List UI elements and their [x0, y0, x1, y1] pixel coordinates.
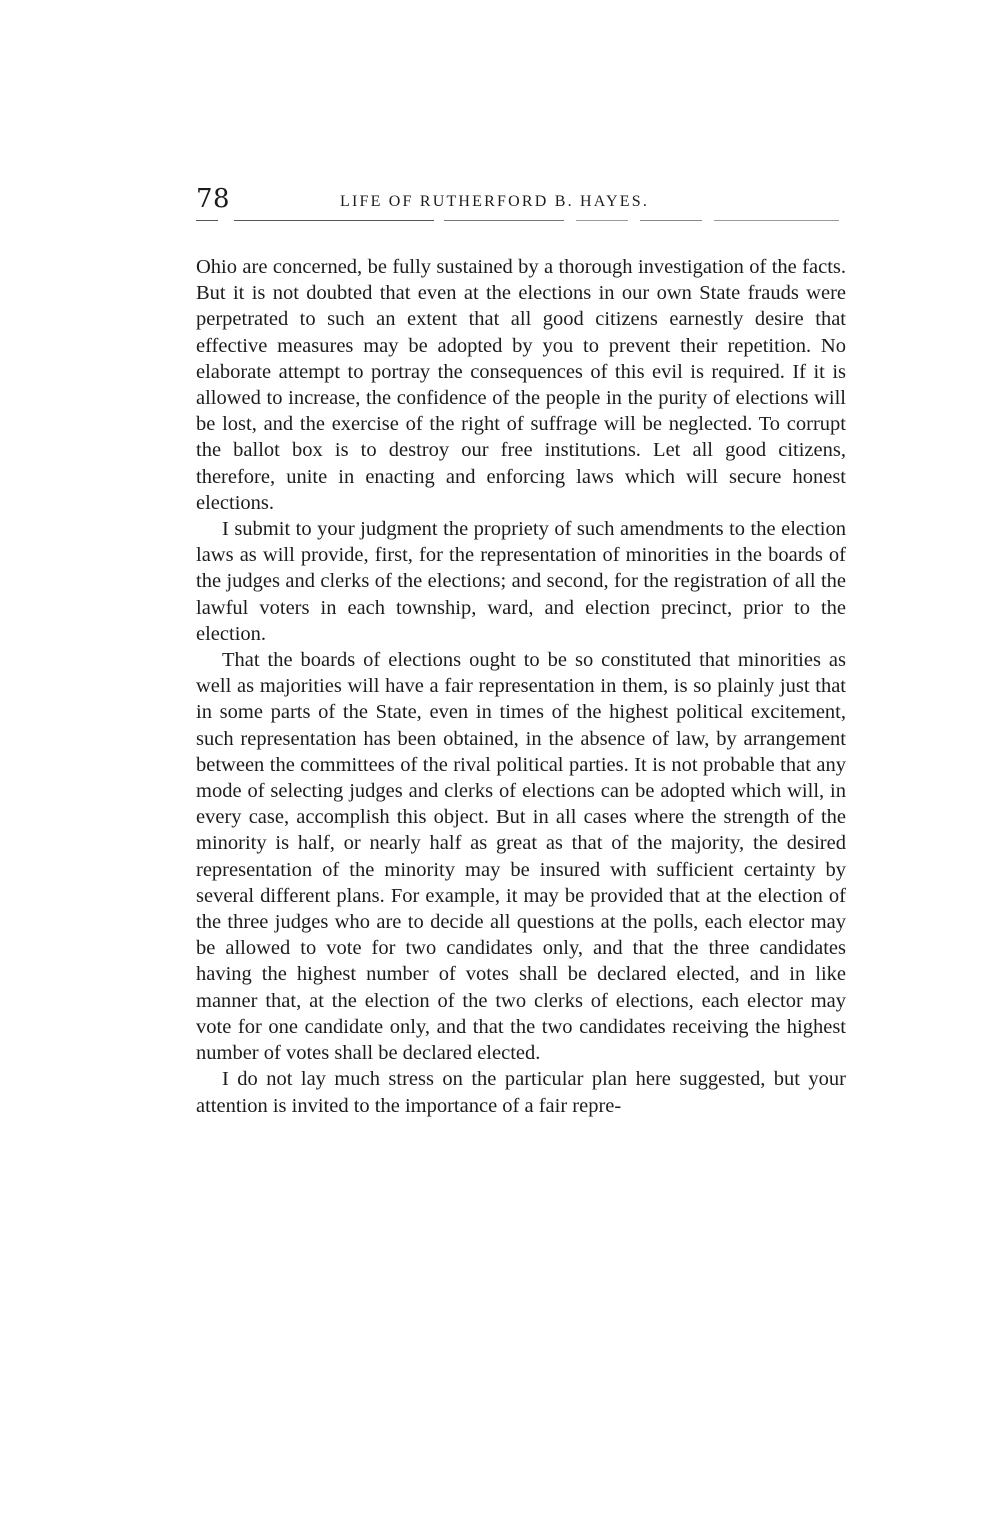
paragraph-amendments: I submit to your judgment the propriety of such amendments to the election laws as will provide, first, for the representation of minorities in the boards of the judges and clerks of the elections; and second, for the registration of all the lawful voters in each township, ward, and election precinct, prior to the election.	[196, 518, 846, 645]
header-rule	[196, 220, 218, 221]
header-rule	[714, 220, 839, 221]
body-text	[196, 254, 846, 1119]
header-rule	[640, 220, 702, 221]
paragraph-boards: That the boards of elections ought to be so constituted that minorities as well as majorities will have a fair representation in them, is so plainly just that in some parts of the State, even in times of the highest political excitement, such representation has been obtained, in the absence of law, by arrangement between the committees of the rival political parties. It is not probable that any mode of selecting judges and clerks of elections can be adopted which will, in every case, accomplish this object. But in all cases where the strength of the minority is half, or nearly half as great as that of the majority, the desired representation of the minority may be insured with sufficient certainty by several different plans. For example, it may be provided that at the election of the three judges who are to decide all questions at the polls, each elector may be allowed to vote for two candidates only, and that the three candidates having the highest number of votes shall be declared elected, and in like manner that, at the election of the two clerks of elections, each elector may vote for one candidate only, and that the two candidates receiving the highest number of votes shall be declared elected.	[196, 649, 846, 1065]
header-rule	[234, 220, 434, 221]
paragraph-continuation: Ohio are concerned, be fully sustained by a thorough investigation of the facts. But it is not doubted that even at the elections in our own State frauds were perpetrated to such an extent that all good citizens earnestly desire that effective measures may be adopted by you to prevent their repetition. No elaborate attempt to portray the consequences of this evil is required. If it is allowed to increase, the confidence of the people in the purity of elections will be lost, and the exercise of the right of suffrage will be neglected. To corrupt the ballot box is to destroy our free institutions. Let all good citizens, therefore, unite in enacting and enforcing laws which will secure honest elections.	[196, 256, 846, 514]
header-rule	[576, 220, 628, 221]
page-header	[196, 184, 846, 224]
paragraph-plan: I do not lay much stress on the particular plan here suggested, but your attention is invited to the importance of a fair repre-	[196, 1068, 846, 1117]
running-title: LIFE OF RUTHERFORD B. HAYES.	[340, 193, 650, 210]
header-rule	[444, 220, 564, 221]
page-number: 78	[196, 184, 231, 214]
